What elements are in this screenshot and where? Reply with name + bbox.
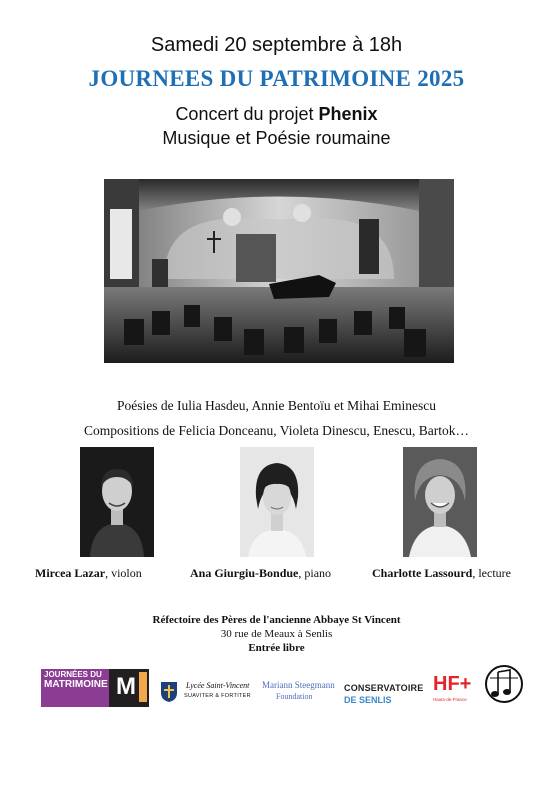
poetry-line: Poésies de Iulia Hasdeu, Annie Bentoïu et Mihai Eminescu — [116, 398, 437, 413]
conservatoire-line1: CONSERVATOIRE — [344, 683, 424, 693]
hf-plus-logo — [433, 673, 473, 707]
portrait-ana-giurgiu-bondue — [240, 447, 314, 557]
steegmann-foundation-logo — [262, 678, 335, 704]
event-title: JOURNEES DU PATRIMOINE 2025 — [88, 66, 465, 91]
venue-address: 30 rue de Meaux à Senlis — [220, 628, 333, 640]
performer-caption — [35, 566, 142, 581]
journees-matrimoine-logo — [41, 669, 149, 707]
steegmann-sub: Foundation — [276, 692, 313, 701]
portrait-mircea-lazar — [80, 447, 154, 557]
viva-musica-emblem — [484, 664, 524, 704]
performer-caption — [190, 566, 331, 581]
concert-line — [0, 104, 553, 125]
compositions-line: Compositions de Felicia Donceanu, Violeta Dinescu, Enescu, Bartok… — [83, 423, 470, 438]
performer-name: Mircea Lazar — [35, 566, 106, 580]
journees-logo-letter: M — [116, 673, 136, 700]
entry-note: Entrée libre — [248, 642, 305, 654]
performer-role: , lecture — [472, 566, 511, 580]
viva-musica-logo — [484, 664, 524, 704]
performer-role: , piano — [298, 566, 332, 580]
journees-logo-line1: JOURNÉES DU — [44, 670, 102, 679]
subtitle: Musique et Poésie roumaine — [162, 128, 391, 148]
date-line: Samedi 20 septembre à 18h — [150, 34, 403, 56]
performer-role: , violon — [105, 566, 142, 580]
conservatoire-line2: DE SENLIS — [344, 695, 392, 705]
lycee-motto: SUAVITER & FORTITER — [184, 693, 251, 699]
concert-hall-photo — [104, 179, 454, 363]
project-name: Phenix — [318, 104, 378, 124]
portrait-charlotte-lassourd — [403, 447, 477, 557]
conservatoire-senlis-logo — [344, 683, 424, 707]
journees-logo-stripe — [139, 672, 147, 702]
hf-label: HF+ — [433, 673, 472, 695]
performer-name: Ana Giurgiu-Bondue — [190, 566, 299, 580]
steegmann-name: Mariann Steegmann — [262, 680, 335, 690]
lycee-saint-vincent-logo — [160, 681, 251, 703]
shield-icon — [160, 681, 178, 703]
performer-caption — [372, 566, 511, 581]
journees-logo-line2: MATRIMOINE — [44, 679, 108, 690]
lycee-name: Lycée Saint-Vincent — [186, 681, 250, 690]
hf-sub: Hauts-de-France — [433, 697, 467, 702]
concert-prefix: Concert du projet — [175, 104, 319, 124]
venue-name: Réfectoire des Pères de l'ancienne Abbaye St Vincent — [152, 614, 401, 626]
performer-name: Charlotte Lassourd — [372, 566, 473, 580]
